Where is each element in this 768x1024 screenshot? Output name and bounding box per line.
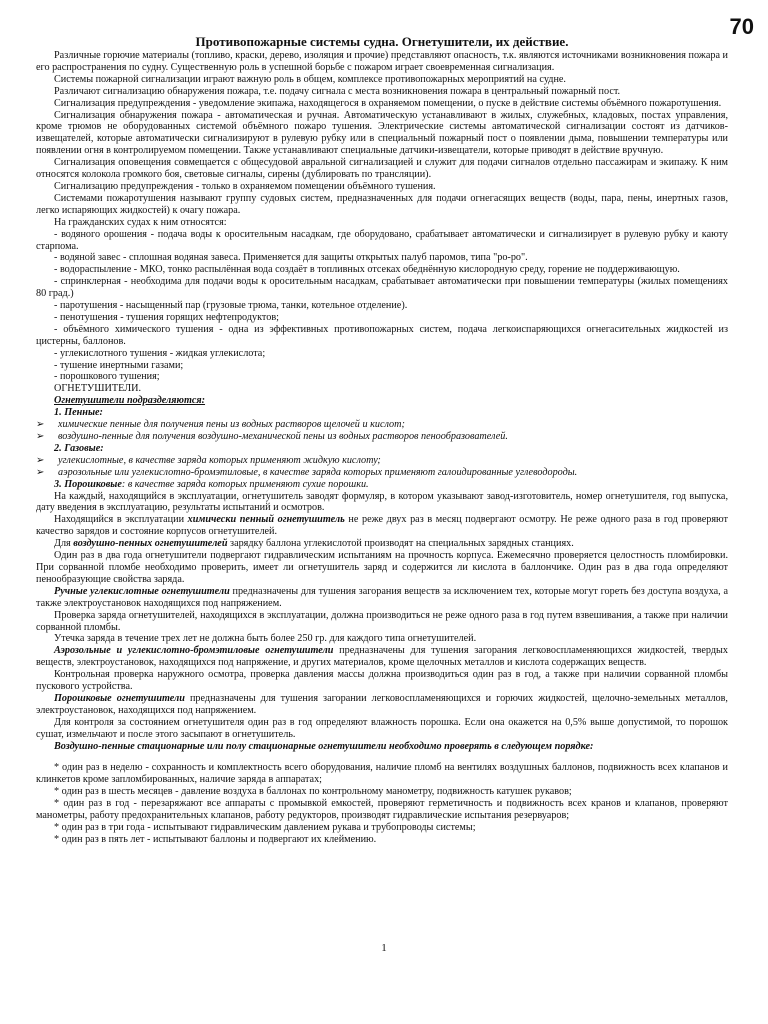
system-item: - порошкового тушения; xyxy=(54,371,160,383)
list-item: ➢ химические пенные для получения пены из водных растворов щелочей и кислот; xyxy=(36,419,728,431)
term: Аэрозольные и углекислотно-бромэтиловые огнетушители xyxy=(54,645,334,657)
term: Ручные углекислотные огнетушители xyxy=(54,585,230,597)
system-item: - водораспыление - МКО, тонко распылённая вода создаёт в топливных отсеках обеднённую кислородную среду, горение не поддерживающую. xyxy=(54,264,680,276)
list-item: ➢ аэрозольные или углекислотно-бромэтиловые, в качестве заряда которых применяют галоидированные углеводороды. xyxy=(36,467,728,479)
system-item: - тушение инертными газами; xyxy=(54,359,184,371)
paragraph: На гражданских судах к ним относятся: xyxy=(54,216,227,228)
schedule-item: * один раз в пять лет - испытывают баллоны и подвергают их клеймению. xyxy=(54,833,377,845)
system-item: - углекислотного тушения - жидкая углекислота; xyxy=(54,347,266,359)
system-item: - водяного орошения - подача воды к оросительным насадкам, где оборудовано, срабатывает автоматически и сигнализирует в рулевую рубку и каюту старпома. xyxy=(36,228,728,252)
paragraph: Системы пожарной сигнализации играют важную роль в общем, комплексе противопожарных мероприятий на судне. xyxy=(54,73,566,85)
paragraph: Для воздушно-пенных огнетушителей зарядку баллона углекислотой производят на специальных зарядных станциях. xyxy=(54,538,574,550)
paragraph: Порошковые огнетушители предназначены для тушения загорании легковоспламеняющихся и горючих жидкостей, щелочно-земельных металлов, электроустановок, находящихся под напряжением. xyxy=(36,692,728,716)
paragraph: Различные горючие материалы (топливо, краски, дерево, изоляция и прочие) представляют опасность, т.к. являются источниками возникновения пожара и его распространения по судну. Существенную роль в успешной борьбе с пожаром играет своевременная сигнализация. xyxy=(36,50,728,73)
page-number-bottom: 1 xyxy=(381,942,387,954)
paragraph: На каждый, находящийся в эксплуатации, огнетушитель заводят формуляр, в котором указывают завод-изготовитель, номер огнетушителя, год выпуска, дату введения в эксплуатацию, результаты испытаний и осмотров. xyxy=(36,490,728,514)
schedule-item: * один раз в неделю - сохранность и комплектность всего оборудования, наличие пломб на вентилях воздушных баллонов, подвижность всех клапанов и клинкетов кроме запломбированных, наличие заряда в аппаратах; xyxy=(36,762,728,786)
schedule-item: * один раз в три года - испытывают гидравлическим давлением рукава и трубопроводы системы; xyxy=(54,822,476,833)
spacer xyxy=(36,752,728,762)
term: воздушно-пенных огнетушителей xyxy=(73,538,228,550)
document-body xyxy=(36,34,728,846)
extinguishers-heading: ОГНЕТУШИТЕЛИ. xyxy=(54,383,142,395)
classification-intro: Огнетушители подразделяются: xyxy=(54,395,206,407)
paragraph: Аэрозольные и углекислотно-бромэтиловые огнетушители предназначены для тушения загорания легковоспламеняющихся жидкостей, твердых веществ, электроустановок, находящихся под напряжение, и других материалов, кроме щелочных металлов и кислота содержащих веществ. xyxy=(36,645,728,669)
schedule-item: * один раз в шесть месяцев - давление воздуха в баллонах по контрольному манометру, подвижность катушек рукавов; xyxy=(54,786,572,798)
group-title-foam: 1. Пенные: xyxy=(54,407,103,419)
group-powder xyxy=(36,479,728,491)
list-item: ➢ воздушно-пенные для получения воздушно-механической пены из водных растворов пенообразователей. xyxy=(36,431,728,443)
paragraph: Системами пожаротушения называют группу судовых систем, предназначенных для подачи огнегасящих веществ (воды, пара, пены, инертных газов, легко испаряющих жидкостей) к очагу пожара. xyxy=(36,192,728,216)
paragraph: Сигнализация предупреждения - уведомление экипажа, находящегося в охраняемом помещении, о пуске в действие системы объёмного пожаротушения. xyxy=(54,97,722,109)
group-powder-text: : в качестве заряда которых применяют сухие порошки. xyxy=(121,478,369,490)
schedule-intro: Воздушно-пенные стационарные или полу стационарные огнетушители необходимо проверять в следующем порядке: xyxy=(54,740,594,752)
group-title-powder: 3. Порошковые xyxy=(54,478,122,490)
system-item: - объёмного химического тушения - одна из эффективных противопожарных систем, подача легкоиспаряющихся огнегасительных жидкостей из цистерны, баллонов. xyxy=(36,323,728,347)
paragraph: Ручные углекислотные огнетушители предназначены для тушения загорания веществ за исключением тех, которые могут гореть без доступа воздуха, а также электроустановок находящихся под напряжением. xyxy=(36,585,728,609)
system-item: - пенотушения - тушения горящих нефтепродуктов; xyxy=(54,311,279,323)
paragraph: Утечка заряда в течение трех лет не должна быть более 250 гр. для каждого типа огнетушителей. xyxy=(54,633,477,645)
list-item: ➢ углекислотные, в качестве заряда которых применяют жидкую кислоту; xyxy=(36,455,728,467)
paragraph: Различают сигнализацию обнаружения пожара, т.е. подачу сигнала с места возникновения пожара в центральный пожарный пост. xyxy=(54,85,621,97)
page-number-top: 70 xyxy=(729,14,754,39)
paragraph: Контрольная проверка наружного осмотра, проверка давления массы должна производиться один раз в год, а также при наличии сорванной пломбы пускового устройства. xyxy=(36,669,728,693)
system-item: - водяной завес - сплошная водяная завеса. Применяется для защиты открытых палуб паромов, типа "ро-ро". xyxy=(54,252,528,264)
term: химически пенный огнетушитель xyxy=(187,514,345,526)
system-item: - спринклерная - необходима для подачи воды к оросительным насадкам, срабатывает автоматически при повышении температуры (жилых помещениях 80 град.) xyxy=(36,276,728,300)
term: Порошковые огнетушители xyxy=(54,692,185,704)
paragraph: Проверка заряда огнетушителей, находящихся в эксплуатации, должна производиться не реже одного раза в год путем взвешивания, а также при наличии сорванной пломбы. xyxy=(36,609,728,633)
page-title: Противопожарные системы судна. Огнетушители, их действие. xyxy=(195,34,569,49)
paragraph: Для контроля за состоянием огнетушителя один раз в год определяют влажность порошка. Если она окажется на 0,5% выше допустимой, то порошок сушат, измельчают и после этого засыпают в огнетушитель. xyxy=(36,716,728,740)
schedule-item: * один раз в год - перезаряжают все аппараты с промывкой емкостей, проверяют герметичность и подвижность всех кранов и клапанов, проверяют манометры, работу предохранительных клапанов, работу редукторов, производят гидравлические испытания резервуаров; xyxy=(36,798,728,822)
paragraph: Сигнализация обнаружения пожара - автоматическая и ручная. Автоматическую устанавливают в жилых, служебных, кладовых, постах управления, кроме трюмов не оборудованных системой объёмного пожаро тушения. Электрические системы автоматической сигнализации состоят из датчиков-извещателей, которые автоматически сигнализируют в рулевую рубку или в специальный пожарный пост о появлении дыма, повышении температуры или появлении огня в контролируемом помещении. Также устанавливают специальные датчики-извещатели, которые приводят в действие вручную. xyxy=(36,109,728,157)
paragraph: Сигнализацию предупреждения - только в охраняемом помещении объёмного тушения. xyxy=(54,180,436,192)
system-item: - паротушения - насыщенный пар (грузовые трюма, танки, котельное отделение). xyxy=(54,300,408,312)
paragraph: Сигнализация оповещения совмещается с общесудовой авральной сигнализацией и служит для подачи сигналов отдельно пассажирам и экипажу. К ним относятся колокола громкого боя, световые сигналы, сирены (дублировать по трансляции). xyxy=(36,157,728,181)
paragraph: Один раз в два года огнетушители подвергают гидравлическим испытаниям на прочность корпуса. Ежемесячно проверяется целостность пломбировки. При сорванной пломбе необходимо проверить, имеет ли огнетушитель заряд и содержится ли кислота в баллончике. Один раз в два года определяют пенообразующие свойства заряда. xyxy=(36,550,728,585)
paragraph: Находящийся в эксплуатации химически пенный огнетушитель не реже двух раз в месяц подвергают осмотру. Не реже одного раза в год проверяют качество зарядов и состояние корпусов огнетушителей. xyxy=(36,514,728,538)
group-title-gas: 2. Газовые: xyxy=(54,442,104,454)
